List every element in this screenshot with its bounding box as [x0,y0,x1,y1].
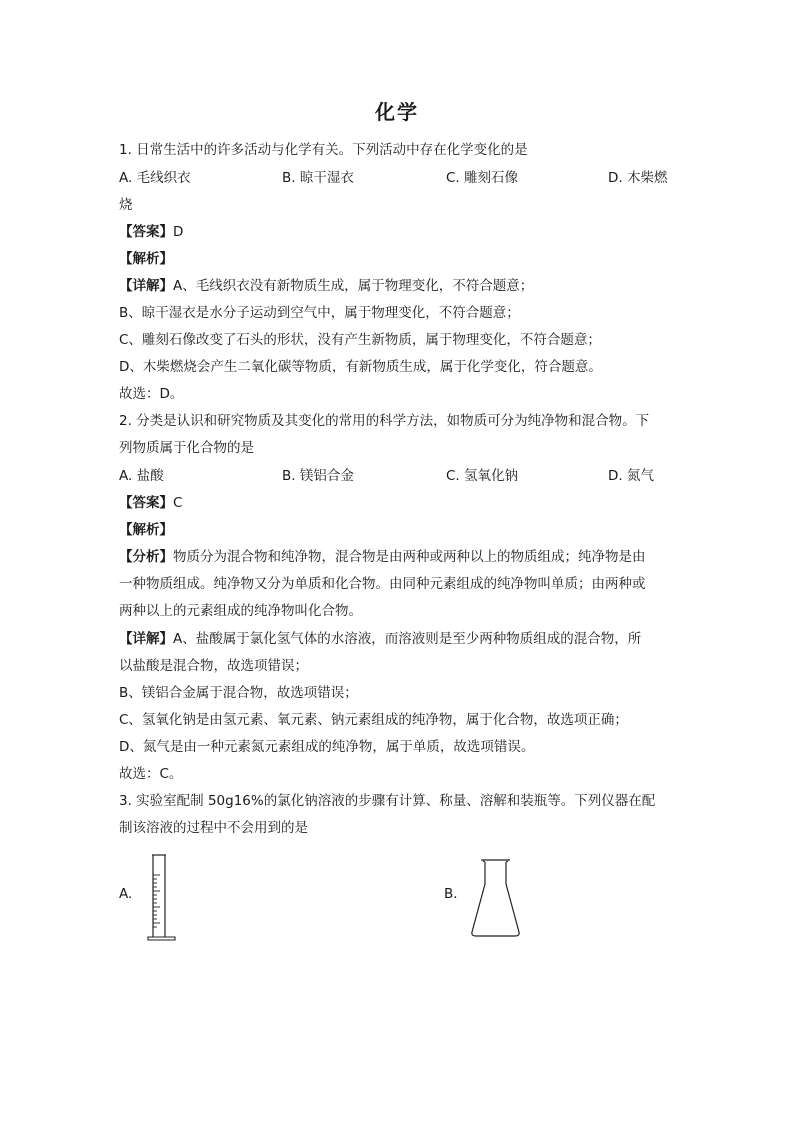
q2-conclusion: 故选：C。 [119,766,183,782]
detail-text: A、盐酸属于氯化氢气体的水溶液，而溶液则是至少两种物质组成的混合物，所 [173,631,642,647]
q2-detail-line: 以盐酸是混合物，故选项错误； [119,658,308,674]
q2-detail-line: B、镁铝合金属于混合物，故选项错误； [119,685,358,701]
q3-stem: 制该溶液的过程中不会用到的是 [119,820,308,836]
q3-option-b-label: B. [444,886,458,902]
q2-option-a: A. 盐酸 [119,468,164,484]
q1-stem: 1. 日常生活中的许多活动与化学有关。下列活动中存在化学变化的是 [119,142,528,158]
q2-option-b: B. 镁铝合金 [282,468,354,484]
conical-flask-icon [468,858,524,940]
q1-analysis-tag: 【解析】 [119,251,173,267]
q1-detail-line: C、雕刻石像改变了石头的形状，没有产生新物质，属于物理变化，不符合题意； [119,332,601,348]
graduated-cylinder-icon [144,853,184,943]
q2-analysis-tag: 【解析】 [119,522,173,538]
q1-option-b: B. 晾干湿衣 [282,170,354,186]
q2-stem: 列物质属于化合物的是 [119,440,254,456]
q2-answer [119,491,182,511]
q2-fenxi-line: 两种以上的元素组成的纯净物叫化合物。 [119,603,362,619]
detail-tag: 【详解】 [119,631,173,647]
answer-value: C [173,495,183,511]
q1-option-d-wrap: 烧 [119,197,133,213]
q2-detail-line: C、氢氧化钠是由氢元素、氧元素、钠元素组成的纯净物，属于化合物，故选项正确； [119,712,628,728]
answer-value: D [173,224,184,240]
answer-tag: 【答案】 [119,224,173,240]
q1-option-a: A. 毛线织衣 [119,170,191,186]
detail-text: A、毛线织衣没有新物质生成，属于物理变化，不符合题意； [173,278,534,294]
fenxi-text: 物质分为混合物和纯净物，混合物是由两种或两种以上的物质组成；纯净物是由 [173,549,646,565]
q2-option-c: C. 氢氧化钠 [446,468,519,484]
q2-fenxi-line: 一种物质组成。纯净物又分为单质和化合物。由同种元素组成的纯净物叫单质；由两种或 [119,576,646,592]
q1-detail-line: D、木柴燃烧会产生二氧化碳等物质，有新物质生成，属于化学变化，符合题意。 [119,359,602,375]
fenxi-tag: 【分析】 [119,549,173,565]
q3-option-a-label: A. [119,886,133,902]
q1-detail-line [119,274,533,294]
q1-detail-line: B、晾干湿衣是水分子运动到空气中，属于物理变化，不符合题意； [119,305,520,321]
q1-answer [119,220,183,240]
page-title: 化学 [375,100,419,124]
q1-option-c: C. 雕刻石像 [446,170,519,186]
q3-stem: 3. 实验室配制 50g16%的氯化钠溶液的步骤有计算、称量、溶解和装瓶等。下列仪器在配 [119,793,656,809]
q2-fenxi-line [119,545,646,565]
q2-option-d: D. 氮气 [608,468,654,484]
detail-tag: 【详解】 [119,278,173,294]
q2-detail-line [119,627,641,647]
q1-option-d: D. 木柴燃 [608,170,668,186]
q1-conclusion: 故选：D。 [119,386,184,402]
q2-detail-line: D、氮气是由一种元素氮元素组成的纯净物，属于单质，故选项错误。 [119,739,535,755]
answer-tag: 【答案】 [119,495,173,511]
q2-stem: 2. 分类是认识和研究物质及其变化的常用的科学方法，如物质可分为纯净物和混合物。下 [119,413,650,429]
